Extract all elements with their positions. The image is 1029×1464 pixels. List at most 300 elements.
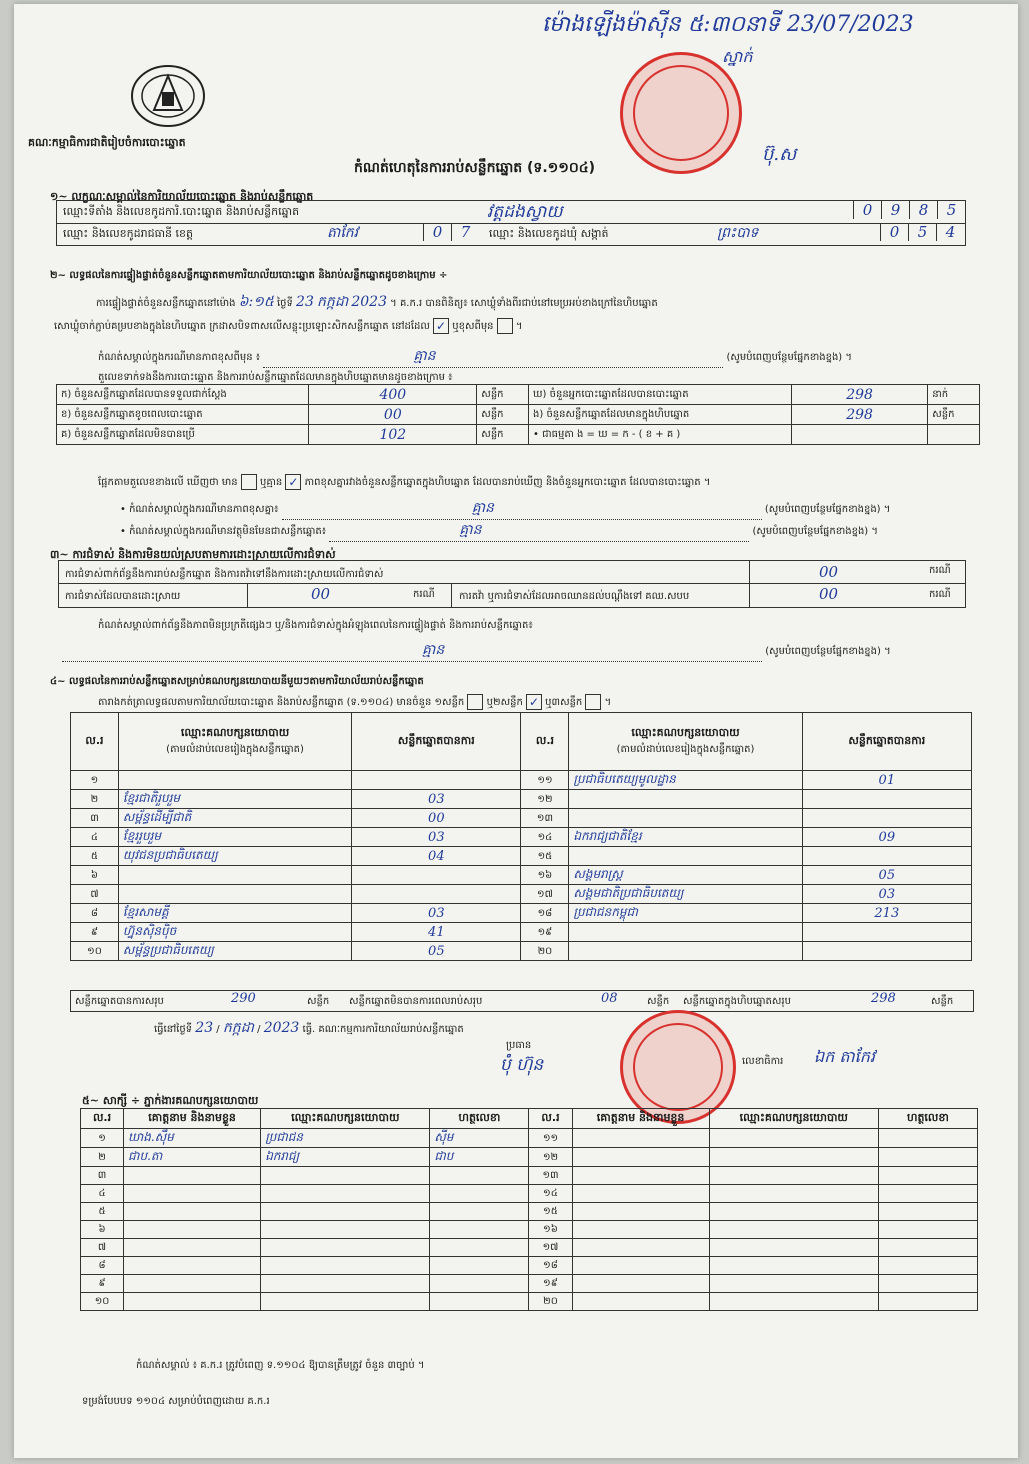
tally-left-value: 400 [309, 385, 477, 405]
irregularity-note-value: គ្មាន [422, 642, 445, 658]
resolved-count: 00 [311, 585, 331, 603]
witness-sign [878, 1221, 977, 1239]
has-difference-checkbox[interactable] [241, 474, 257, 490]
witness-name [124, 1239, 261, 1257]
bullet1-line [120, 498, 970, 520]
party-no: ១០ [71, 942, 119, 961]
col-party: ឈ្មោះគណបក្សនយោបាយ [709, 1109, 878, 1129]
secretary-name: ឯក តាកែវ [814, 1047, 875, 1066]
col-votes: សន្លឹកឆ្នោតបានការ [352, 713, 521, 771]
form-sheet [14, 4, 1018, 1458]
witness-sign [430, 1239, 529, 1257]
fill-note: (សូមបំពេញបន្ថែមផ្នែកខាងខ្នង) ។ [765, 646, 891, 657]
objection-label: ការជំទាស់ពាក់ព័ន្ធនឹងការរាប់សន្លឹកឆ្នោត និងការតវ៉ាទៅនឹងការដោះស្រាយលើការជំទាស់ [65, 569, 384, 580]
witness-name [124, 1167, 261, 1185]
three-sheets-label: ឬ៣សន្លឹក [545, 697, 583, 708]
bullet1-label: • កំណត់សម្គាល់ក្នុងករណីមានភាពខុសគ្នា៖ [120, 504, 279, 515]
party-no: ៦ [71, 866, 119, 885]
province-name: តាកែវ [327, 225, 359, 241]
party-no: ១៤ [521, 828, 569, 847]
witness-no: ៧ [81, 1239, 124, 1257]
party-votes: 41 [352, 923, 521, 942]
witness-sign: ស៊ីម [430, 1129, 529, 1148]
handwritten-stamp-note: ស្នាក់ [722, 47, 753, 66]
section1-box [56, 200, 966, 246]
tally-left-unit: សន្លឹក [477, 425, 529, 445]
commune-code-digit: 5 [908, 223, 936, 241]
tally-left-unit: សន្លឹក [477, 405, 529, 425]
unit-label: ករណី [929, 565, 951, 576]
witness-sign [430, 1185, 529, 1203]
no-difference-label: ឬគ្មាន [260, 477, 283, 488]
witness-name [124, 1221, 261, 1239]
party-votes [802, 847, 971, 866]
totals-row [70, 990, 974, 1012]
party-name [569, 942, 802, 961]
party-no: ៧ [71, 885, 119, 904]
party-name: ប្រជាធិបតេយ្យមូលដ្ឋាន [569, 771, 802, 790]
witness-sign [878, 1275, 977, 1293]
party-row [71, 809, 972, 828]
witness-name [572, 1293, 709, 1311]
witness-no: ៤ [81, 1185, 124, 1203]
witness-party: ប្រជាជន [261, 1129, 430, 1148]
witness-party [261, 1239, 430, 1257]
resolved-label: ការជំទាស់ដែលបានដោះស្រាយ [65, 591, 181, 602]
witness-name [572, 1148, 709, 1167]
chair-name: ប៉ុំ ហ៊ុន [500, 1055, 544, 1075]
total-valid-label: សន្លឹកឆ្នោតបានការសរុប [75, 996, 164, 1007]
col-sign: ហត្ថលេខា [430, 1109, 529, 1129]
witness-sign: ជាប [430, 1148, 529, 1167]
no-difference-checkbox[interactable]: ✓ [285, 474, 301, 490]
committee-line: ធ្វើ. គណៈកម្មការការិយាល័យរាប់សន្លឹកឆ្នោត [302, 1024, 464, 1035]
tally-right-unit: សន្លឹក [928, 405, 980, 425]
compare-label: ផ្អែកតាមតួលេខខាងលើ ឃើញថា មាន [98, 477, 238, 488]
party-name: យុវជនប្រជាធិបតេយ្យ [118, 847, 351, 866]
witness-name [572, 1221, 709, 1239]
witness-no: ៦ [81, 1221, 124, 1239]
bullet2-line [120, 520, 970, 542]
party-votes [802, 809, 971, 828]
bullet2-label: • កំណត់សម្គាល់ក្នុងករណីមានវត្ថុមិនមែនជាសន្លឹកឆ្នោត៖ [120, 526, 327, 537]
appeal-label: ការតវ៉ា ឬការជំទាស់ដែលអាចឈានដល់បណ្ដឹងទៅ គឈ.សបប [459, 591, 690, 602]
witness-party [261, 1221, 430, 1239]
witness-party [709, 1185, 878, 1203]
party-row [71, 904, 972, 923]
witness-name [572, 1167, 709, 1185]
unit-label: សន្លឹក [307, 996, 330, 1007]
two-sheets-checkbox[interactable]: ✓ [526, 694, 542, 710]
witness-no: ១២ [529, 1148, 572, 1167]
verify-year: 2023 [351, 294, 387, 310]
witness-party [709, 1293, 878, 1311]
tally-right-label: • ជាធម្មតា ង = ឃ = ក - ( ខ + គ ) [529, 425, 792, 445]
witness-sign [430, 1203, 529, 1221]
tally-right-value: 298 [791, 405, 927, 425]
appeal-count: 00 [819, 585, 839, 603]
party-no: ១៩ [521, 923, 569, 942]
witness-sign [430, 1293, 529, 1311]
tally-row [57, 385, 980, 405]
bullet1-field[interactable] [282, 498, 762, 520]
witness-name [572, 1257, 709, 1275]
station-code-digit: 0 [853, 201, 881, 219]
changed-label: ឬខុសពីមុន [452, 321, 494, 332]
footer-note: កំណត់សម្គាល់ ៖ គ.ក.រ ត្រូវបំពេញ ទ.១១០៤ ឱ្យបានត្រឹមត្រូវ ចំនួន ៣ច្បាប់ ។ [136, 1360, 425, 1371]
witness-row [81, 1221, 978, 1239]
party-votes [802, 942, 971, 961]
witness-party [709, 1129, 878, 1148]
party-name: ប្រជាជនកម្ពុជា [569, 904, 802, 923]
section3-title: ៣~ ការជំទាស់ និងការមិនយល់ស្របតាមការដោះស្រាយលើការជំទាស់ [50, 548, 336, 561]
party-no: ១ [71, 771, 119, 790]
section1-title: ១~ លក្ខណៈសម្គាល់នៃការិយាល័យបោះឆ្នោត និងរាប់សន្លឹកឆ្នោត [50, 190, 314, 203]
tally-left-label: ខ) ចំនួនសន្លឹកឆ្នោតខូចពេលបោះឆ្នោត [57, 405, 309, 425]
witness-no: ៩ [81, 1275, 124, 1293]
tally-row [57, 425, 980, 445]
witness-no: ១៣ [529, 1167, 572, 1185]
station-code-digit: 5 [937, 201, 965, 219]
party-votes [352, 771, 521, 790]
irregularity-note-label: កំណត់សម្គាល់ពាក់ព័ន្ធនឹងភាពមិនប្រក្រតីផ្សេងៗ ឬ/និងការជំទាស់ក្នុងអំឡុងពេលនៃការផ្ទៀងផ្ទាត់ និងការរាប់សន្លឹកឆ្នោត៖ [98, 620, 533, 631]
sheets-label: តារាងកត់ត្រាលទ្ធផលតាមការិយាល័យបោះឆ្នោត និងរាប់សន្លឹកឆ្នោត (ទ.១១០៤) មានចំនួន ១សន្លឹក [98, 697, 465, 708]
witness-row [81, 1185, 978, 1203]
witness-name [572, 1203, 709, 1221]
tally-right-value [791, 425, 927, 445]
party-name: ខ្មែរសាមគ្គី [118, 904, 351, 923]
fill-note: (សូមបំពេញបន្ថែមផ្នែកខាងខ្នង) ។ [752, 526, 878, 537]
witness-sign [878, 1257, 977, 1275]
col-no: ល.រ [81, 1109, 124, 1129]
tally-left-value: 102 [309, 425, 477, 445]
witness-no: ១០ [81, 1293, 124, 1311]
difference-note-field[interactable] [263, 346, 723, 368]
party-no: ១២ [521, 790, 569, 809]
party-name [569, 847, 802, 866]
compare-rest: ភាពខុសគ្នារវាងចំនួនសន្លឹកឆ្នោតក្នុងហិបឆ្នោត ដែលបានរាប់ឃើញ និងចំនួនអ្នកបោះឆ្នោត ដែលបានបោះឆ្នោត ។ [304, 477, 711, 488]
witness-party [261, 1203, 430, 1221]
witness-name: ជាប.តា [124, 1148, 261, 1167]
col-party-sub: (តាមលំដាប់លេខរៀងក្នុងសន្លឹកឆ្នោត) [616, 744, 755, 755]
party-row [71, 885, 972, 904]
unit-label: សន្លឹក [647, 996, 670, 1007]
witness-party [709, 1221, 878, 1239]
witness-row [81, 1239, 978, 1257]
date-month: កក្កដា [222, 1020, 254, 1036]
party-votes: 213 [802, 904, 971, 923]
difference-note-line [98, 346, 968, 368]
witness-party: ឯករាជ្យ [261, 1148, 430, 1167]
section4-subtitle: តារាងកត់ត្រាលទ្ធផលតាមការិយាល័យបោះឆ្នោត និងរាប់សន្លឹកឆ្នោត (ទ.១១០៤) មានចំនួន ១សន្លឹក ឬ២សន្លឹក ✓ ឬ៣សន្លឹក ។ [98, 695, 612, 709]
party-name: សម្ព័ន្ធដើម្បីជាតិ [118, 809, 351, 828]
witness-sign [430, 1257, 529, 1275]
section2-title: ២~ លទ្ធផលនៃការផ្ទៀងផ្ទាត់ចំនួនសន្លឹកឆ្នោតតាមការិយាល័យបោះឆ្នោត និងរាប់សន្លឹកឆ្នោតដូចខាងក្រោម ÷ [50, 270, 448, 281]
tally-right-label: ឃ) ចំនួនអ្នកបោះឆ្នោតដែលបានបោះឆ្នោត [529, 385, 792, 405]
party-votes: 09 [802, 828, 971, 847]
party-row [71, 866, 972, 885]
party-votes: 03 [802, 885, 971, 904]
verify-month: កក្កដា [317, 294, 349, 310]
party-votes [352, 885, 521, 904]
witness-name [572, 1185, 709, 1203]
party-name: សម្ព័ន្ធប្រជាធិបតេយ្យ [118, 942, 351, 961]
station-label: ឈ្មោះទីតាំង និងលេខកូដការិ.បោះឆ្នោត និងរាប់សន្លឹកឆ្នោត [63, 205, 300, 218]
witness-name [124, 1293, 261, 1311]
witness-no: ៣ [81, 1167, 124, 1185]
row-divider [59, 583, 965, 584]
verify-line [96, 292, 658, 313]
form-title: កំណត់ហេតុនៃការរាប់សន្លឹកឆ្នោត (ទ.១១០៤) [354, 160, 596, 176]
witness-no: ១១ [529, 1129, 572, 1148]
party-no: ៣ [71, 809, 119, 828]
col-party-sub: (តាមលំដាប់លេខរៀងក្នុងសន្លឹកឆ្នោត) [166, 744, 304, 755]
witness-sign [878, 1293, 977, 1311]
party-votes: 04 [352, 847, 521, 866]
col-name: គោត្តនាម និងនាមខ្លួន [124, 1109, 261, 1129]
tally-right-label: ង) ចំនួនសន្លឹកឆ្នោតដែលមានក្នុងហិបឆ្នោត [529, 405, 792, 425]
party-no: ១៥ [521, 847, 569, 866]
witness-name [124, 1275, 261, 1293]
party-row [71, 771, 972, 790]
province-label: ឈ្មោះ និងលេខកូដរាជធានី ខេត្ត [63, 227, 193, 240]
party-name [569, 923, 802, 942]
witness-name [124, 1185, 261, 1203]
party-votes [802, 790, 971, 809]
tally-left-unit: សន្លឹក [477, 385, 529, 405]
witness-party [709, 1239, 878, 1257]
fill-note: (សូមបំពេញបន្ថែមផ្នែកខាងខ្នង) ។ [726, 352, 852, 363]
witness-no: ១៤ [529, 1185, 572, 1203]
witness-name [572, 1239, 709, 1257]
objection-count: 00 [819, 563, 839, 581]
party-no: ៨ [71, 904, 119, 923]
party-votes: 05 [802, 866, 971, 885]
witness-sign [878, 1167, 977, 1185]
party-name: ខ្មែរជាតិរួបរួម [118, 790, 351, 809]
col-no: ល.រ [521, 713, 569, 771]
party-votes [802, 923, 971, 942]
cell-divider [749, 583, 750, 607]
party-no: ១៣ [521, 809, 569, 828]
col-party-title: ឈ្មោះគណបក្សនយោបាយ [180, 726, 290, 739]
witness-no: ២ [81, 1148, 124, 1167]
party-no: ១៨ [521, 904, 569, 923]
witness-no: ២០ [529, 1293, 572, 1311]
total-valid: 290 [231, 991, 256, 1006]
same-checkbox[interactable]: ✓ [433, 318, 449, 334]
witness-sign [878, 1239, 977, 1257]
form-footer: ទម្រង់បែបបទ ១១០៤ សម្រាប់បំពេញដោយ គ.ក.រ [82, 1396, 270, 1407]
bullet2-value: គ្មាន [459, 522, 482, 538]
witness-sign [878, 1129, 977, 1148]
party-no: ៩ [71, 923, 119, 942]
party-row [71, 923, 972, 942]
cell-divider [749, 561, 750, 583]
date-year: 2023 [263, 1020, 300, 1036]
verify-day: 23 [296, 294, 314, 310]
unit-label: សន្លឹក [931, 996, 954, 1007]
party-votes: 03 [352, 904, 521, 923]
witness-sign [430, 1275, 529, 1293]
col-party-title: ឈ្មោះគណបក្សនយោបាយ [631, 726, 740, 739]
seal-line: សោឃ្លុំចាក់ភ្ជាប់គម្របខាងក្នុងនៃហិបឆ្នោត ក្រដាសបិទពាសលើសន្លុះប្រឡោះសិកសន្លឹកឆ្នោត នៅដដែល ✓ ឬខុសពីមុន ។ [54, 319, 523, 333]
witness-party [261, 1167, 430, 1185]
witness-row [81, 1129, 978, 1148]
tally-table [56, 384, 980, 445]
witness-name: ឃាង.ស៊ឹម [124, 1129, 261, 1148]
party-row [71, 847, 972, 866]
station-name: វត្តដងស្វាយ [487, 202, 563, 222]
party-votes: 03 [352, 828, 521, 847]
handwritten-time-note: ម៉ោងឡើងម៉ាស៊ីន ៥:៣០នាទី 23/07/2023 [542, 12, 914, 37]
irregularity-note-field[interactable] [62, 640, 762, 662]
date-day: 23 [195, 1020, 214, 1036]
party-no: ១៧ [521, 885, 569, 904]
witness-sign [878, 1185, 977, 1203]
party-no: ៤ [71, 828, 119, 847]
party-no: ២ [71, 790, 119, 809]
witness-party [261, 1185, 430, 1203]
commune-name: ព្រះបាទ [717, 225, 759, 241]
party-votes [352, 866, 521, 885]
province-code-digit: 7 [451, 223, 479, 241]
witness-row [81, 1257, 978, 1275]
total-invalid: 08 [601, 991, 618, 1006]
party-name: ឯករាជ្យជាតិខ្មែរ [569, 828, 802, 847]
tally-right-unit: នាក់ [928, 385, 980, 405]
bullet2-field[interactable] [329, 520, 749, 542]
col-no: ល.រ [529, 1109, 572, 1129]
section5-title: ៥~ សាក្សី ÷ ភ្នាក់ងារគណបក្សនយោបាយ [82, 1094, 259, 1107]
party-row [71, 942, 972, 961]
tally-row [57, 405, 980, 425]
col-votes: សន្លឹកឆ្នោតបានការ [802, 713, 971, 771]
col-name: គោត្តនាម និងនាមខ្លួន [572, 1109, 709, 1129]
party-no: ១៦ [521, 866, 569, 885]
date-line: ធ្វើនៅថ្ងៃទី 23 / កក្កដា / 2023 ធ្វើ. គណៈកម្មការការិយាល័យរាប់សន្លឹកឆ្នោត [154, 1020, 464, 1036]
objection-box [58, 560, 966, 608]
tally-right-value: 298 [791, 385, 927, 405]
official-stamp-bottom [620, 1010, 736, 1124]
witness-row [81, 1275, 978, 1293]
fill-note: (សូមបំពេញបន្ថែមផ្នែកខាងខ្នង) ។ [764, 504, 891, 515]
party-votes: 03 [352, 790, 521, 809]
two-sheets-label: ឬ២សន្លឹក [486, 697, 523, 708]
witness-no: ៨ [81, 1257, 124, 1275]
tally-left-value: 00 [309, 405, 477, 425]
station-code [853, 201, 965, 223]
verify-rest: ។ គ.ក.រ បានពិនិត្យ៖ សោឃ្លុំទាំងពីរជាប់នៅមេប្រអប់ខាងក្រៅនៃហិបឆ្នោត [390, 298, 658, 309]
verify-day-label: ថ្ងៃទី [276, 298, 293, 309]
witness-no: ១៨ [529, 1257, 572, 1275]
difference-note-value: គ្មាន [413, 348, 436, 364]
seal-line-text: សោឃ្លុំចាក់ភ្ជាប់គម្របខាងក្នុងនៃហិបឆ្នោត ក្រដាសបិទពាសលើសន្លុះប្រឡោះសិកសន្លឹកឆ្នោត នៅដដែល [54, 321, 430, 332]
section4-title: ៤~ លទ្ធផលនៃការរាប់សន្លឹកឆ្នោតសម្រាប់គណបក្សនយោបាយនីមួយៗតាមការិយាល័យរាប់សន្លឹកឆ្នោត [50, 676, 424, 687]
changed-checkbox[interactable] [497, 318, 513, 334]
col-party [569, 713, 802, 771]
party-name: សង្គមជាតិប្រជាធិបតេយ្យ [569, 885, 802, 904]
official-stamp-top [620, 52, 742, 174]
col-party: ឈ្មោះគណបក្សនយោបាយ [261, 1109, 430, 1129]
party-votes: 01 [802, 771, 971, 790]
commune-label: ឈ្មោះ និងលេខកូដឃុំ សង្កាត់ [489, 227, 609, 240]
party-name: ខ្មែររួបរួម [118, 828, 351, 847]
witness-party [709, 1148, 878, 1167]
witness-table [80, 1108, 978, 1311]
witness-sign [430, 1167, 529, 1185]
commune-code-digit: 0 [880, 223, 908, 241]
col-no: ល.រ [71, 713, 119, 771]
witness-name [124, 1203, 261, 1221]
party-name: សង្គមរាស្ត្រ [569, 866, 802, 885]
total-invalid-label: សន្លឹកឆ្នោតមិនបានការពេលរាប់សរុប [349, 996, 483, 1007]
party-row [71, 828, 972, 847]
verify-time: ៦:១៥ [238, 294, 274, 310]
witness-party [709, 1203, 878, 1221]
station-code-digit: 8 [909, 201, 937, 219]
table-intro: តួលេខទាក់ទងនឹងការបោះឆ្នោត និងការរាប់សន្លឹកឆ្នោតដែលមានក្នុងហិបឆ្នោតមានដូចខាងក្រោម ៖ [98, 372, 453, 383]
witness-row [81, 1167, 978, 1185]
province-code-digit: 0 [423, 223, 451, 241]
party-name [118, 885, 351, 904]
party-name [118, 771, 351, 790]
irregularity-note-line [62, 640, 972, 662]
tally-right-unit [928, 425, 980, 445]
witness-sign [878, 1148, 977, 1167]
unit-label: ករណី [929, 589, 951, 600]
compare-line [98, 474, 978, 490]
commune-code-digit: 4 [936, 223, 964, 241]
bullet1-value: គ្មាន [471, 500, 494, 516]
one-sheet-checkbox[interactable] [467, 694, 483, 710]
station-code-digit: 9 [881, 201, 909, 219]
party-votes: 00 [352, 809, 521, 828]
unit-label: ករណី [413, 589, 435, 600]
secretary-label: លេខាធិការ [742, 1056, 784, 1067]
party-no: ២០ [521, 942, 569, 961]
col-sign: ហត្ថលេខា [878, 1109, 977, 1129]
total-box-label: សន្លឹកឆ្នោតក្នុងហិបឆ្នោតសរុប [683, 996, 791, 1007]
verify-time-label: ការផ្ទៀងផ្ទាត់ចំនួនសន្លឹកឆ្នោតនៅម៉ោង [96, 298, 236, 309]
party-name [118, 866, 351, 885]
witness-sign [878, 1203, 977, 1221]
total-box: 298 [871, 991, 896, 1006]
witness-no: ១៩ [529, 1275, 572, 1293]
date-label: ធ្វើនៅថ្ងៃទី [154, 1024, 193, 1035]
party-row [71, 790, 972, 809]
three-sheets-checkbox[interactable] [585, 694, 601, 710]
party-name: ហ្វ៊ុនស៊ិនប៉ិច [118, 923, 351, 942]
witness-row [81, 1148, 978, 1167]
committee-name: គណៈកម្មាធិការជាតិរៀបចំការបោះឆ្នោត [28, 136, 186, 149]
witness-no: ១៥ [529, 1203, 572, 1221]
col-party [118, 713, 351, 771]
witness-name [124, 1257, 261, 1275]
party-name [569, 809, 802, 828]
party-no: ១១ [521, 771, 569, 790]
province-code [423, 223, 479, 241]
witness-no: ១ [81, 1129, 124, 1148]
commune-code [880, 223, 964, 241]
handwritten-signature-note: ប៊ុ.ស [762, 144, 797, 165]
witness-party [261, 1257, 430, 1275]
party-results-table [70, 712, 972, 961]
party-no: ៥ [71, 847, 119, 866]
tally-left-label: ក) ចំនួនសន្លឹកឆ្នោតដែលបានទទួលជាក់ស្ដែង [57, 385, 309, 405]
witness-row [81, 1293, 978, 1311]
witness-no: ១៧ [529, 1239, 572, 1257]
